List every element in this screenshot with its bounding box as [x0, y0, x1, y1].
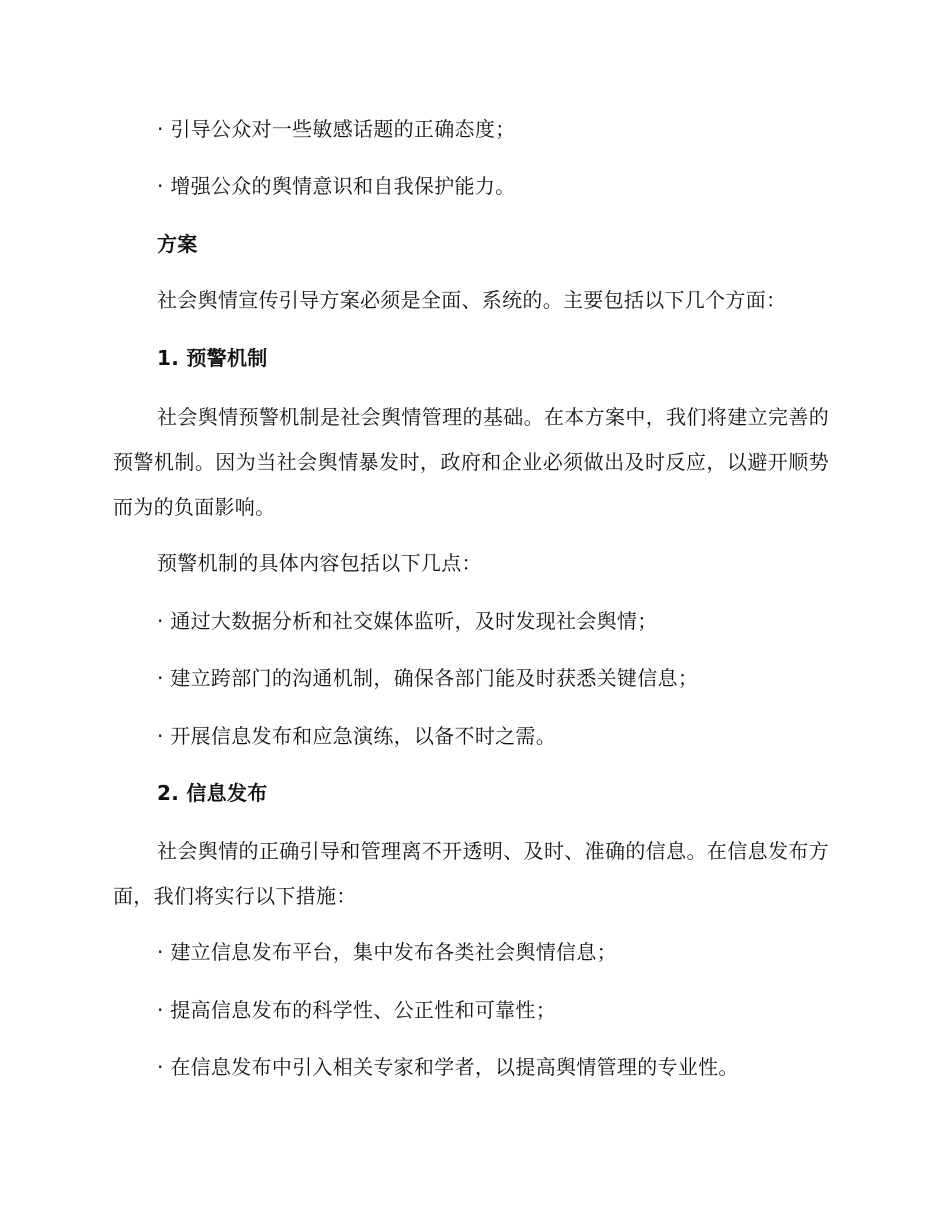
- section-1-paragraph: 社会舆情预警机制是社会舆情管理的基础。在本方案中，我们将建立完善的预警机制。因为当社会舆情暴发时，政府和企业必须做出及时反应，以避开顺势而为的负面影响。: [113, 405, 829, 519]
- plan-intro-paragraph: 社会舆情宣传引导方案必须是全面、系统的。主要包括以下几个方面：: [157, 288, 787, 312]
- bullet-item: · 通过大数据分析和社交媒体监听，及时发现社会舆情；: [157, 607, 658, 635]
- heading-plan: 方案: [157, 232, 198, 256]
- section-1-list-intro: 预警机制的具体内容包括以下几点：: [157, 551, 482, 575]
- section-2-paragraph: 社会舆情的正确引导和管理离不开透明、及时、准确的信息。在信息发布方面，我们将实行以下措施：: [113, 839, 829, 908]
- bullet-item: · 引导公众对一些敏感话题的正确态度；: [157, 115, 515, 143]
- bullet-item: · 增强公众的舆情意识和自我保护能力。: [157, 172, 515, 200]
- bullet-item: · 提高信息发布的科学性、公正性和可靠性；: [157, 996, 556, 1024]
- bullet-item: · 建立信息发布平台，集中发布各类社会舆情信息；: [157, 938, 617, 966]
- bullet-item: · 开展信息发布和应急演练，以备不时之需。: [157, 722, 556, 750]
- section-1-heading: 1. 预警机制: [157, 346, 268, 370]
- section-2-heading: 2. 信息发布: [157, 781, 268, 805]
- bullet-item: · 在信息发布中引入相关专家和学者，以提高舆情管理的专业性。: [157, 1053, 739, 1081]
- bullet-item: · 建立跨部门的沟通机制，确保各部门能及时获悉关键信息；: [157, 664, 698, 692]
